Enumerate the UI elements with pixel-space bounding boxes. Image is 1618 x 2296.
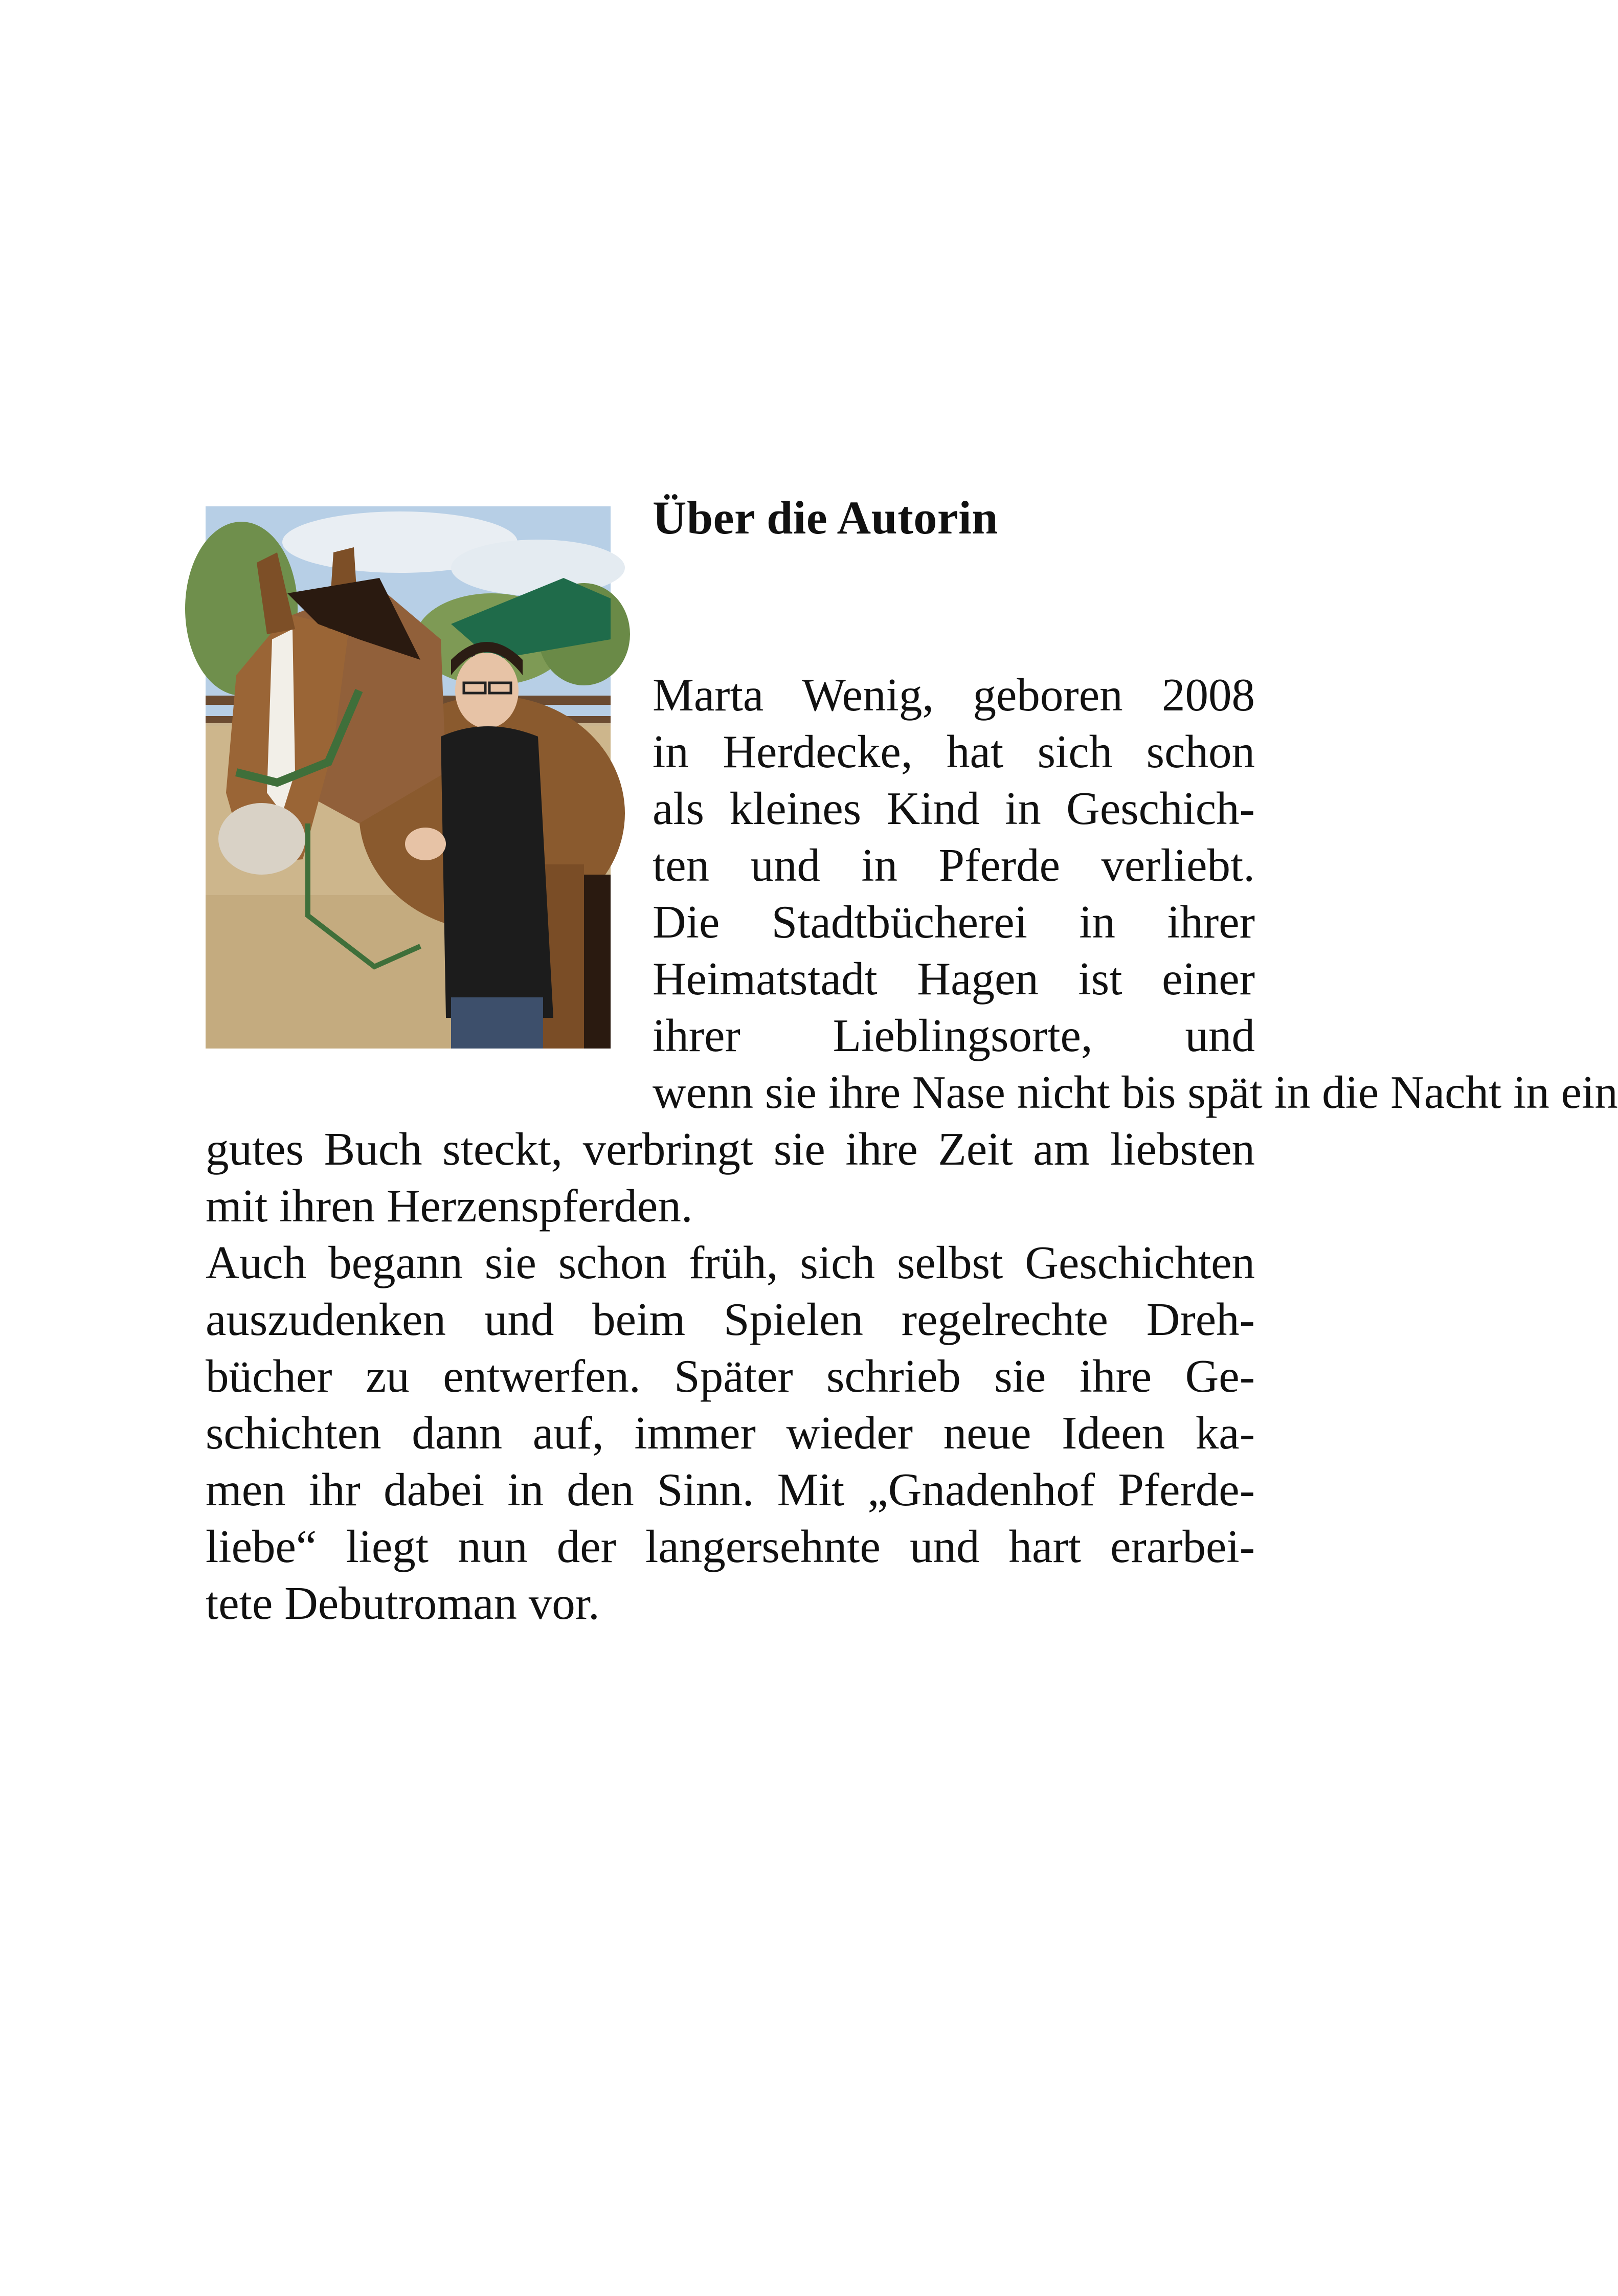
- text-line: ten und in Pferde verliebt.: [653, 839, 1255, 891]
- page-title: Über die Autorin: [653, 492, 998, 544]
- author-with-horse-image: [206, 506, 611, 1049]
- text-line: Heimatstadt Hagen ist einer: [653, 953, 1255, 1005]
- author-photo: [206, 506, 611, 1049]
- text-line: wenn sie ihre Nase nicht bis spät in die Nacht in ein: [653, 1066, 1618, 1118]
- photo-girl-hand: [405, 828, 446, 860]
- photo-girl-jeans: [451, 997, 543, 1049]
- text-line: in Herdecke, hat sich schon: [653, 726, 1255, 777]
- text-line: Auch begann sie schon früh, sich selbst Geschichten: [206, 1237, 1255, 1288]
- text-line: liebe“ liegt nun der langersehnte und hart erarbei-: [206, 1521, 1255, 1572]
- text-line: auszudenken und beim Spielen regelrechte Dreh-: [206, 1294, 1255, 1345]
- text-line: mit ihren Herzenspferden.: [206, 1180, 693, 1232]
- text-line: men ihr dabei in den Sinn. Mit „Gnadenhof Pferde-: [206, 1464, 1255, 1515]
- author-section: [206, 481, 1618, 1632]
- text-line: Marta Wenig, geboren 2008: [653, 669, 1255, 721]
- text-line: ihrer Lieblingsorte, und: [653, 1010, 1255, 1061]
- photo-horse-tail: [584, 875, 611, 1049]
- text-line: schichten dann auf, immer wieder neue Ideen ka-: [206, 1407, 1255, 1459]
- bio-paragraph-2: [206, 1234, 1255, 1632]
- text-line: gutes Buch steckt, verbringt sie ihre Zeit am liebsten: [206, 1123, 1255, 1175]
- text-line: als kleines Kind in Geschich-: [653, 783, 1255, 834]
- photo-girl-shirt: [441, 726, 553, 1018]
- text-line: Die Stadtbücherei in ihrer: [653, 896, 1255, 948]
- photo-horse-muzzle: [218, 803, 305, 875]
- text-line: tete Debutroman vor.: [206, 1577, 600, 1629]
- text-line: bücher zu entwerfen. Später schrieb sie ihre Ge-: [206, 1350, 1255, 1402]
